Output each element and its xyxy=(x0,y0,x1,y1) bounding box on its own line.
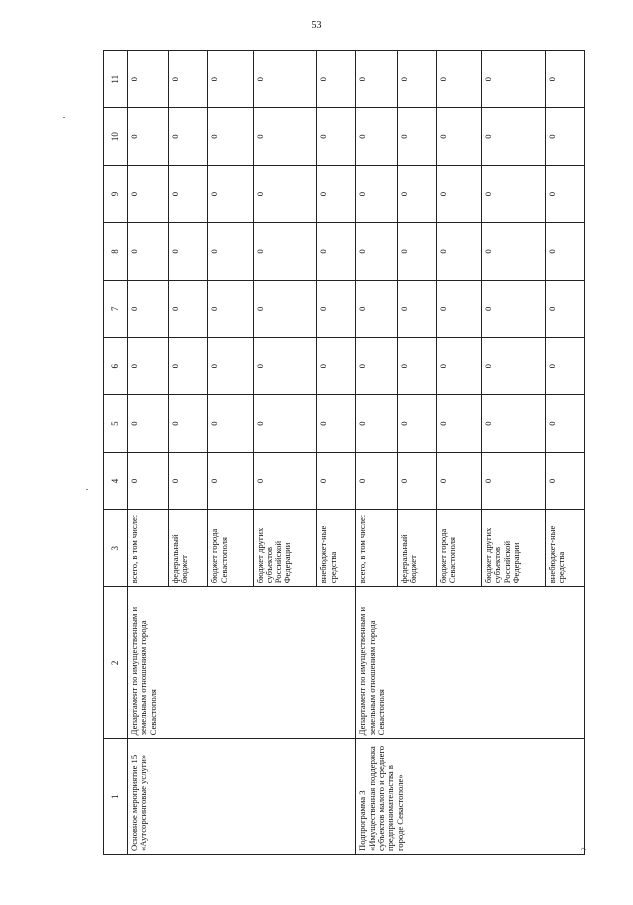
value-cell: 0 xyxy=(397,51,436,108)
value-cell: 0 xyxy=(208,338,253,395)
value-cell: 0 xyxy=(545,223,584,280)
value-cell: 0 xyxy=(397,223,436,280)
funding-source-cell: внебюджет-ные средства xyxy=(317,510,356,587)
funding-source-cell: всего, в том числе: xyxy=(356,510,397,587)
value-cell: 0 xyxy=(253,395,317,452)
scan-speck xyxy=(63,117,65,118)
value-cell: 0 xyxy=(356,280,397,337)
value-cell: 0 xyxy=(436,108,481,165)
value-cell: 0 xyxy=(253,280,317,337)
value-cell: 0 xyxy=(545,51,584,108)
value-cell: 0 xyxy=(208,395,253,452)
value-cell: 0 xyxy=(253,452,317,509)
value-cell: 0 xyxy=(482,338,546,395)
table-body xyxy=(128,51,585,855)
column-header: 5 xyxy=(104,395,128,452)
value-cell: 0 xyxy=(545,280,584,337)
value-cell: 0 xyxy=(356,452,397,509)
page-number: 53 xyxy=(311,20,322,31)
column-header: 6 xyxy=(104,338,128,395)
value-cell: 0 xyxy=(436,452,481,509)
column-header: 7 xyxy=(104,280,128,337)
value-cell: 0 xyxy=(317,108,356,165)
funding-source-cell: внебюджет-ные средства xyxy=(545,510,584,587)
value-cell: 0 xyxy=(317,165,356,222)
table-row xyxy=(128,51,169,855)
value-cell: 0 xyxy=(397,280,436,337)
table-row xyxy=(356,51,397,855)
value-cell: 0 xyxy=(436,165,481,222)
value-cell: 0 xyxy=(128,51,169,108)
value-cell: 0 xyxy=(169,223,208,280)
value-cell: 0 xyxy=(317,452,356,509)
value-cell: 0 xyxy=(356,51,397,108)
column-header: 8 xyxy=(104,223,128,280)
column-header: 9 xyxy=(104,165,128,222)
value-cell: 0 xyxy=(545,452,584,509)
value-cell: 0 xyxy=(397,452,436,509)
value-cell: 0 xyxy=(169,165,208,222)
value-cell: 0 xyxy=(253,51,317,108)
value-cell: 0 xyxy=(128,338,169,395)
funding-source-cell: федеральный бюджет xyxy=(397,510,436,587)
value-cell: 0 xyxy=(169,452,208,509)
responsible-cell: Департамент по имущественным и земельным отношениям города Севастополя xyxy=(356,587,585,739)
funding-source-cell: бюджет города Севастополя xyxy=(436,510,481,587)
value-cell: 0 xyxy=(356,223,397,280)
column-header: 10 xyxy=(104,108,128,165)
value-cell: 0 xyxy=(482,452,546,509)
value-cell: 0 xyxy=(128,452,169,509)
value-cell: 0 xyxy=(317,223,356,280)
column-header: 2 xyxy=(104,587,128,739)
value-cell: 0 xyxy=(436,395,481,452)
value-cell: 0 xyxy=(397,338,436,395)
value-cell: 0 xyxy=(397,395,436,452)
value-cell: 0 xyxy=(253,165,317,222)
column-header: 1 xyxy=(104,739,128,855)
value-cell: 0 xyxy=(436,223,481,280)
value-cell: 0 xyxy=(253,108,317,165)
program-name-cell: Подпрограмма 3 «Имущественная поддержка субъектов малого и среднего предпринимательства в городе Севастополе» xyxy=(356,739,585,855)
value-cell: 0 xyxy=(253,223,317,280)
value-cell: 0 xyxy=(208,452,253,509)
value-cell: 0 xyxy=(317,280,356,337)
value-cell: 0 xyxy=(208,223,253,280)
value-cell: 0 xyxy=(482,280,546,337)
value-cell: 0 xyxy=(169,51,208,108)
value-cell: 0 xyxy=(169,280,208,337)
value-cell: 0 xyxy=(482,108,546,165)
value-cell: 0 xyxy=(397,108,436,165)
value-cell: 0 xyxy=(317,395,356,452)
value-cell: 0 xyxy=(169,108,208,165)
value-cell: 0 xyxy=(128,108,169,165)
column-header: 11 xyxy=(104,51,128,108)
funding-source-cell: бюджет других субъектов Российской Федерации xyxy=(253,510,317,587)
value-cell: 0 xyxy=(482,395,546,452)
value-cell: 0 xyxy=(545,395,584,452)
value-cell: 0 xyxy=(253,338,317,395)
funding-source-cell: федеральный бюджет xyxy=(169,510,208,587)
value-cell: 0 xyxy=(482,223,546,280)
value-cell: 0 xyxy=(545,165,584,222)
value-cell: 0 xyxy=(317,51,356,108)
value-cell: 0 xyxy=(436,280,481,337)
value-cell: 0 xyxy=(208,108,253,165)
value-cell: 0 xyxy=(356,395,397,452)
column-header: 3 xyxy=(104,510,128,587)
scan-mark: ⌐ xyxy=(579,843,590,856)
funding-source-cell: бюджет города Севастополя xyxy=(208,510,253,587)
value-cell: 0 xyxy=(317,338,356,395)
value-cell: 0 xyxy=(128,223,169,280)
value-cell: 0 xyxy=(482,51,546,108)
budget-table xyxy=(103,50,585,855)
funding-source-cell: всего, в том числе: xyxy=(128,510,169,587)
value-cell: 0 xyxy=(128,280,169,337)
value-cell: 0 xyxy=(208,280,253,337)
value-cell: 0 xyxy=(356,108,397,165)
value-cell: 0 xyxy=(545,108,584,165)
value-cell: 0 xyxy=(356,338,397,395)
responsible-cell: Департамент по имущественным и земельным отношениям города Севастополя xyxy=(128,587,356,739)
value-cell: 0 xyxy=(545,338,584,395)
column-header: 4 xyxy=(104,452,128,509)
funding-source-cell: бюджет других субъектов Российской Федерации xyxy=(482,510,546,587)
value-cell: 0 xyxy=(356,165,397,222)
value-cell: 0 xyxy=(128,395,169,452)
header-row xyxy=(104,51,128,855)
program-name-cell: Основное мероприятие 15 «Аутсорсинговые услуги» xyxy=(128,739,356,855)
rotated-table-container xyxy=(103,50,585,855)
scan-speck xyxy=(86,489,88,490)
value-cell: 0 xyxy=(436,338,481,395)
value-cell: 0 xyxy=(128,165,169,222)
value-cell: 0 xyxy=(208,165,253,222)
value-cell: 0 xyxy=(208,51,253,108)
value-cell: 0 xyxy=(436,51,481,108)
value-cell: 0 xyxy=(397,165,436,222)
value-cell: 0 xyxy=(169,395,208,452)
value-cell: 0 xyxy=(482,165,546,222)
value-cell: 0 xyxy=(169,338,208,395)
